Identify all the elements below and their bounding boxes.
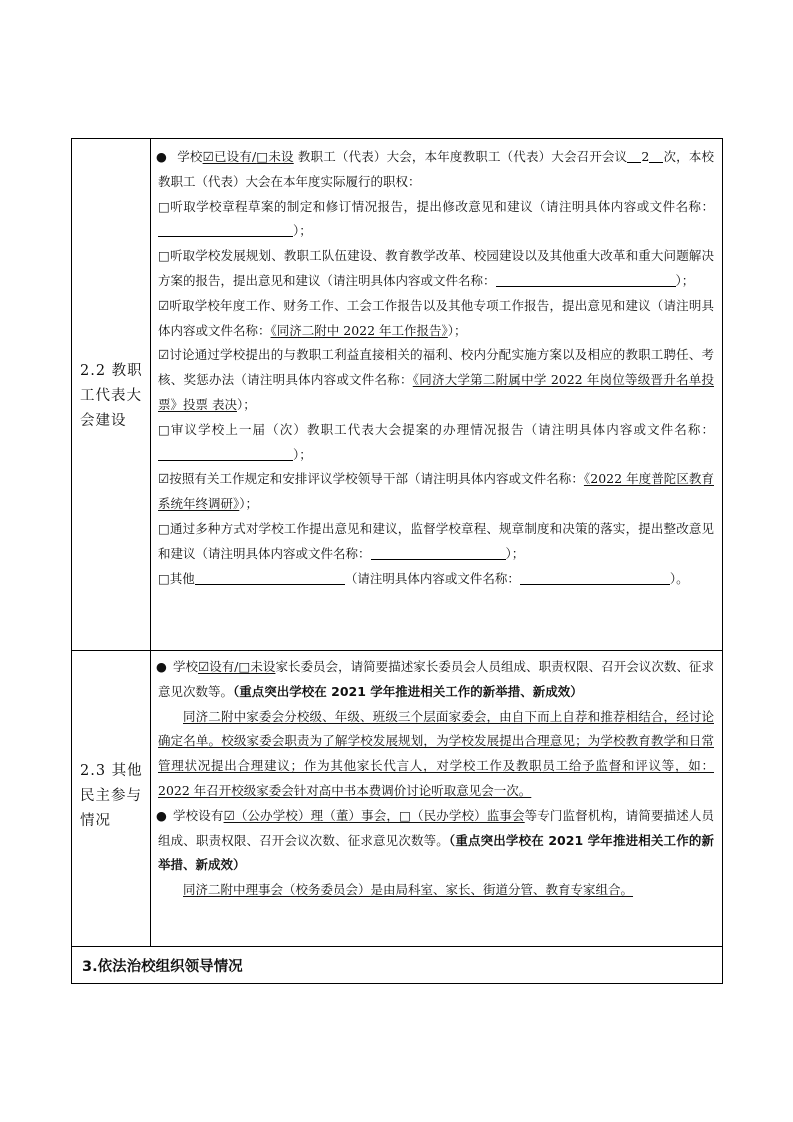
item-welfare[interactable]: ☑讨论通过学校提出的与教职工利益直接相关的福利、校内分配实施方案以及相应的教职工聘任、考核、奖惩办法（请注明具体内容或文件名称：《同济大学第二附属中学 2022 年岗位等级晋升名单投票》投票 表决）； <box>158 347 714 412</box>
row-label-2-2: 2.2 教职工代表大会建设 <box>80 363 143 429</box>
intro-paragraph: ● 学校☑已设有/□未设 教职工（代表）大会，本年度教职工（代表）大会召开会议 2 次，本校教职工（代表）大会在本年度实际履行的职权： <box>158 145 714 195</box>
row-divider <box>72 650 722 651</box>
board-option[interactable]: ☑（公办学校）理（董）事会，□（民办学校）监事会 <box>223 807 525 823</box>
item-proposals[interactable]: □审议学校上一届（次）教职工代表大会提案的办理情况报告（请注明具体内容或文件名称：）； <box>158 421 714 462</box>
row-content-2-2 <box>158 145 714 591</box>
section-divider <box>72 946 722 947</box>
item-annual-report[interactable]: ☑听取学校年度工作、财务工作、工会工作报告以及其他专项工作报告，提出意见和建议（请注明具体内容或文件名称：《同济二附中 2022 年工作报告》）； <box>158 297 714 338</box>
report-table <box>71 138 723 984</box>
row-label-2-3: 2.3 其他民主参与情况 <box>80 763 143 829</box>
parent-committee-option[interactable]: ☑设有/□未设 <box>198 659 276 674</box>
row-content-2-3 <box>158 655 714 903</box>
option-has-congress[interactable]: ☑已设有/ <box>202 149 257 164</box>
section-3-title: 3.依法治校组织领导情况 <box>82 959 243 975</box>
item-charter[interactable]: □听取学校章程草案的制定和修订情况报告，提出修改意见和建议（请注明具体内容或文件名称：）； <box>158 198 714 239</box>
item-evaluate-leaders[interactable]: ☑按照有关工作规定和安排评议学校领导干部（请注明具体内容或文件名称：《2022 年度普陀区教育系统年终调研》）； <box>158 471 714 512</box>
annual-report-value: 《同济二附中 2022 年工作报告》 <box>270 322 448 338</box>
evaluate-value: 《2022 年度普陀区教育系统年终调研》 <box>158 471 714 512</box>
option-no-congress[interactable]: □未设 <box>256 149 294 164</box>
board-answer: 同济二附中理事会（校务委员会）是由局科室、家长、街道分管、教育专家组合。 <box>183 882 634 898</box>
item-plan[interactable]: □听取学校发展规划、教职工队伍建设、教育教学改革、校园建设以及其他重大改革和重大问题解决方案的报告，提出意见和建议（请注明具体内容或文件名称： ）； <box>158 248 714 288</box>
welfare-value: 《同济大学第二附属中学 2022 年岗位等级晋升名单投票》投票 表决 <box>158 372 714 412</box>
board-paragraph: ● 学校设有☑（公办学校）理（董）事会，□（民办学校）监事会等专门监督机构，请简要描述人员组成、职责权限、召开会议次数、征求意见次数等。（重点突出学校在 2021 学年推进相关工作的新举措、新成效） <box>158 804 714 878</box>
parent-committee-answer: 同济二附中家委会分校级、年级、班级三个层面家委会，由自下而上自荐和推荐相结合，经讨论确定名单。校级家委会职责为了解学校发展规划，为学校发展提出合理意见；为学校教育教学和日常管理状况提出合理建议；作为其他家长代言人，对学校工作及教职员工给予监督和评议等，如：2022 年召开校级家委会针对高中书本费调价讨论听取意见会一次。 <box>158 708 714 798</box>
column-divider <box>150 139 151 946</box>
item-other[interactable]: □其他 （请注明具体内容或文件名称： ）。 <box>158 570 689 586</box>
item-supervise[interactable]: □通过多种方式对学校工作提出意见和建议，监督学校章程、规章制度和决策的落实，提出整改意见和建议（请注明具体内容或文件名称： ）； <box>158 520 714 561</box>
parent-committee-paragraph: ● 学校☑设有/□未设家长委员会，请简要描述家长委员会人员组成、职责权限、召开会议次数、征求意见次数等。（重点突出学校在 2021 学年推进相关工作的新举措、新成效） <box>158 655 714 705</box>
meeting-count: 2 <box>641 149 650 164</box>
